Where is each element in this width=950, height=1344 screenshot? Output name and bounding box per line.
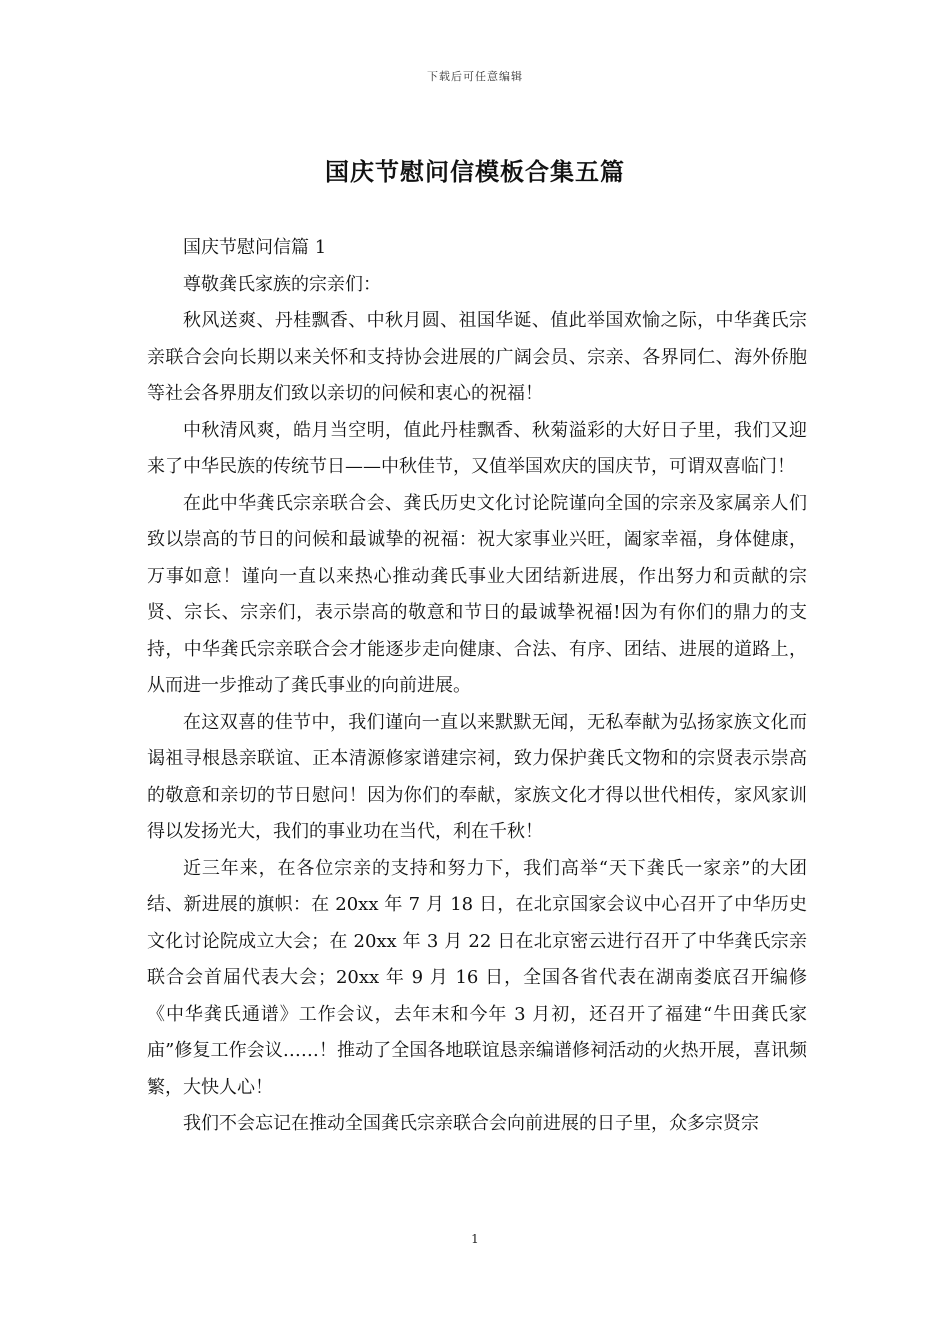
paragraph-1: 秋风送爽、丹桂飘香、中秋月圆、祖国华诞、值此举国欢愉之际，中华龚氏宗亲联合会向长期以来关怀和支持协会进展的广阔会员、宗亲、各界同仁、海外侨胞等社会各界朋友们致以亲切的问候和衷心的祝福！ bbox=[147, 310, 807, 404]
header-note: 下载后可任意编辑 bbox=[427, 70, 523, 83]
page-number: 1 bbox=[471, 1232, 479, 1246]
section-heading: 国庆节慰问信篇 1 bbox=[183, 237, 327, 258]
document-body bbox=[147, 230, 807, 1143]
paragraph-4: 在这双喜的佳节中，我们谨向一直以来默默无闻，无私奉献为弘扬家族文化而谒祖寻根恳亲联谊、正本清源修家谱建宗祠，致力保护龚氏文物和的宗贤表示崇高的敬意和亲切的节日慰问！因为你们的奉献，家族文化才得以世代相传，家风家训得以发扬光大，我们的事业功在当代，利在千秋！ bbox=[147, 711, 807, 842]
paragraph-6: 我们不会忘记在推动全国龚氏宗亲联合会向前进展的日子里，众多宗贤宗 bbox=[183, 1113, 759, 1134]
salutation: 尊敬龚氏家族的宗亲们： bbox=[183, 273, 381, 295]
document-title: 国庆节慰问信模板合集五篇 bbox=[325, 157, 625, 186]
paragraph-2: 中秋清风爽，皓月当空明，值此丹桂飘香、秋菊溢彩的大好日子里，我们又迎来了中华民族的传统节日——中秋佳节，又值举国欢庆的国庆节，可谓双喜临门！ bbox=[147, 419, 807, 477]
paragraph-5: 近三年来，在各位宗亲的支持和努力下，我们高举“天下龚氏一家亲”的大团结、新进展的旗帜：在 20xx 年 7 月 18 日，在北京国家会议中心召开了中华历史文化讨论院成立大会；在 20xx 年 3 月 22 日在北京密云进行召开了中华龚氏宗亲联合会首届代表大会；20xx 年 9 月 16 日，全国各省代表在湖南娄底召开编修《中华龚氏通谱》工作会议，去年末和今年 3 月初，还召开了福建“牛田龚氏家庙”修复工作会议……！推动了全国各地联谊恳亲编谱修祠活动的火热开展，喜讯频繁，大快人心！ bbox=[147, 857, 807, 1098]
paragraph-3: 在此中华龚氏宗亲联合会、龚氏历史文化讨论院谨向全国的宗亲及家属亲人们致以崇高的节日的问候和最诚挚的祝福：祝大家事业兴旺，阖家幸福，身体健康，万事如意！谨向一直以来热心推动龚氏事业大团结新进展，作出努力和贡献的宗贤、宗长、宗亲们，表示崇高的敬意和节日的最诚挚祝福!因为有你们的鼎力的支持，中华龚氏宗亲联合会才能逐步走向健康、合法、有序、团结、进展的道路上，从而进一步推动了龚氏事业的向前进展。 bbox=[147, 492, 807, 696]
